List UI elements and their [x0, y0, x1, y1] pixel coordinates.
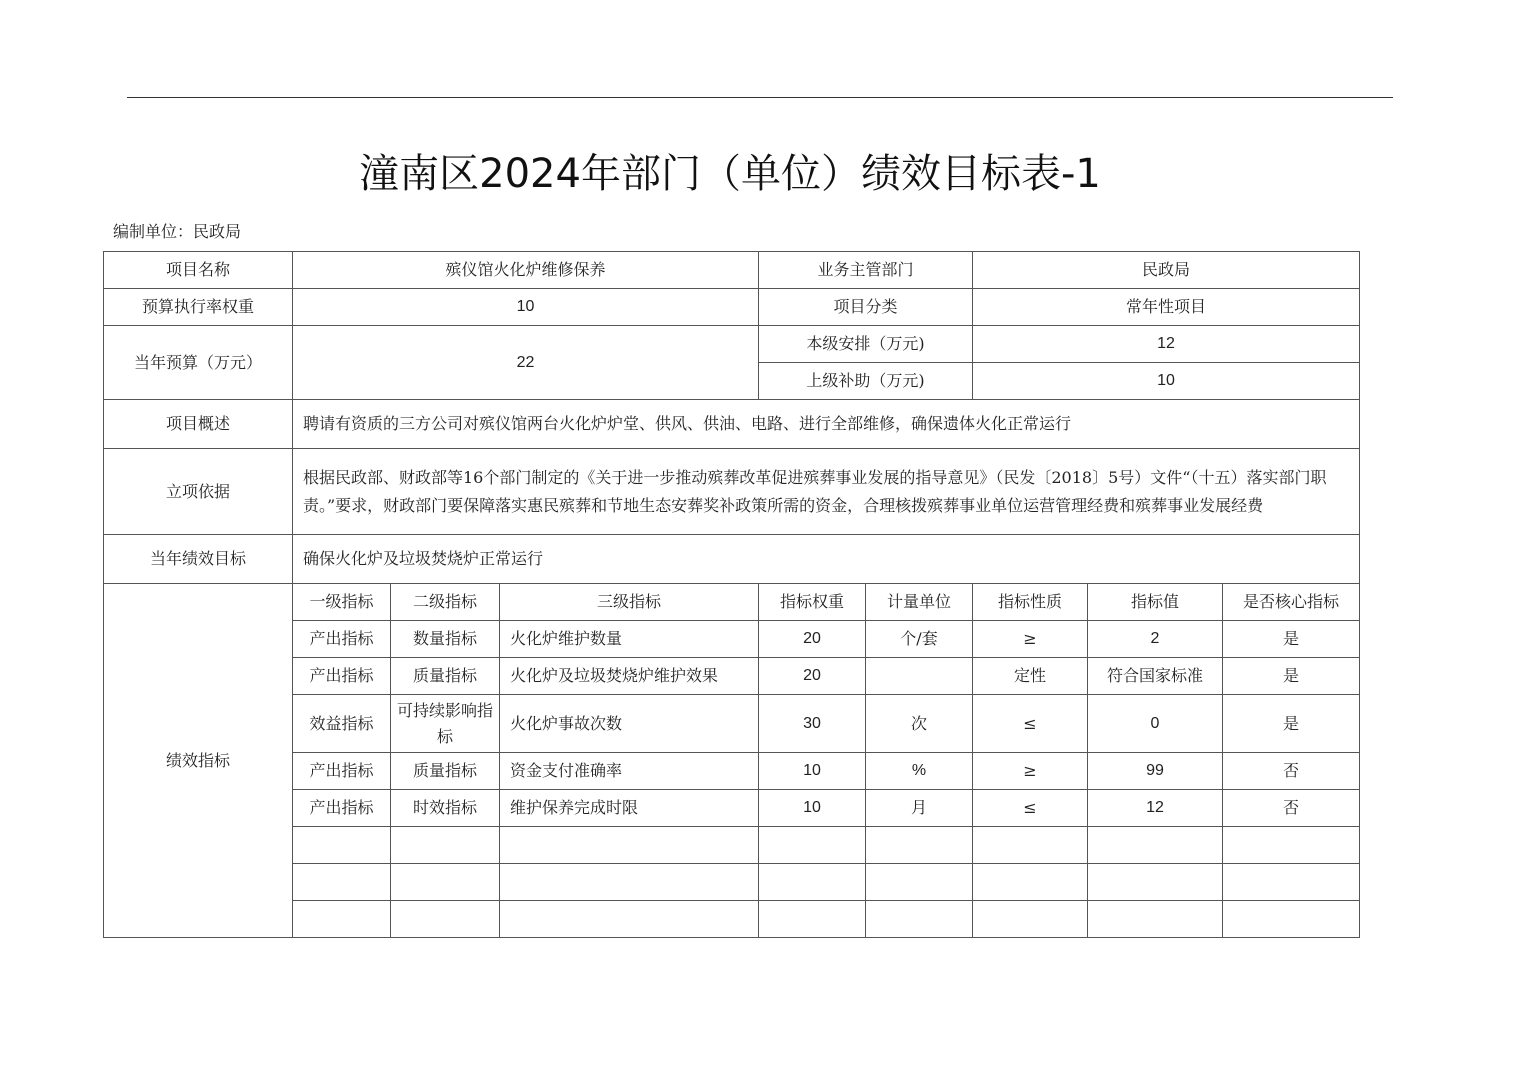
project-name-label: 项目名称 [104, 252, 293, 289]
indicator-row [104, 658, 1360, 695]
goal-label: 当年绩效目标 [104, 535, 293, 584]
indicator-core: 是 [1223, 621, 1360, 658]
row-basis [104, 449, 1360, 535]
indicator-level3: 火化炉维护数量 [500, 621, 759, 658]
empty-cell [391, 827, 500, 864]
empty-cell [391, 864, 500, 901]
indicator-level1: 效益指标 [293, 695, 391, 753]
indicator-level3: 火化炉事故次数 [500, 695, 759, 753]
org-value: 民政局 [193, 222, 242, 241]
indicator-row-empty [104, 827, 1360, 864]
org-line [113, 220, 241, 244]
row-overview [104, 400, 1360, 449]
indicator-value: 0 [1088, 695, 1223, 753]
indicator-row-empty [104, 901, 1360, 938]
basis-text: 根据民政部、财政部等16个部门制定的《关于进一步推动殡葬改革促进殡葬事业发展的指导意见》（民发〔2018〕5号）文件“（十五）落实部门职责。”要求，财政部门要保障落实惠民殡葬和节地生态安葬奖补政策所需的资金，合理核拨殡葬事业单位运营管理经费和殡葬事业发展经费 [293, 449, 1360, 535]
indicator-level3: 资金支付准确率 [500, 753, 759, 790]
indicator-value: 2 [1088, 621, 1223, 658]
indicator-unit: 次 [866, 695, 973, 753]
indicator-weight: 30 [759, 695, 866, 753]
indicator-nature: 定性 [973, 658, 1088, 695]
header-weight: 指标权重 [759, 584, 866, 621]
indicator-core: 否 [1223, 753, 1360, 790]
category-value: 常年性项目 [973, 289, 1360, 326]
indicator-value: 符合国家标准 [1088, 658, 1223, 695]
empty-cell [1088, 901, 1223, 938]
indicator-level2: 质量指标 [391, 753, 500, 790]
indicator-value: 12 [1088, 790, 1223, 827]
local-funding-label: 本级安排（万元) [759, 326, 973, 363]
empty-cell [293, 827, 391, 864]
indicator-level2: 可持续影响指标 [391, 695, 500, 753]
basis-label: 立项依据 [104, 449, 293, 535]
row-annual-budget [104, 326, 1360, 363]
empty-cell [391, 901, 500, 938]
indicator-nature: ≥ [973, 621, 1088, 658]
goal-text: 确保火化炉及垃圾焚烧炉正常运行 [293, 535, 1360, 584]
empty-cell [973, 901, 1088, 938]
indicator-weight: 10 [759, 753, 866, 790]
indicator-core: 否 [1223, 790, 1360, 827]
indicator-row [104, 753, 1360, 790]
empty-cell [759, 827, 866, 864]
indicator-nature: ≤ [973, 790, 1088, 827]
overview-label: 项目概述 [104, 400, 293, 449]
empty-cell [1088, 827, 1223, 864]
empty-cell [1088, 864, 1223, 901]
indicator-level2: 时效指标 [391, 790, 500, 827]
row-budget-weight [104, 289, 1360, 326]
empty-cell [973, 864, 1088, 901]
indicator-core: 是 [1223, 658, 1360, 695]
annual-budget-value: 22 [293, 326, 759, 400]
empty-cell [1223, 901, 1360, 938]
empty-cell [293, 901, 391, 938]
upper-funding-label: 上级补助（万元) [759, 363, 973, 400]
indicator-weight: 10 [759, 790, 866, 827]
performance-table [103, 251, 1360, 938]
header-level3: 三级指标 [500, 584, 759, 621]
org-label: 编制单位： [113, 222, 194, 241]
row-goal [104, 535, 1360, 584]
upper-funding-value: 10 [973, 363, 1360, 400]
empty-cell [866, 864, 973, 901]
header-level2: 二级指标 [391, 584, 500, 621]
header-unit: 计量单位 [866, 584, 973, 621]
indicator-unit: 月 [866, 790, 973, 827]
indicator-nature: ≤ [973, 695, 1088, 753]
empty-cell [1223, 827, 1360, 864]
row-project-name [104, 252, 1360, 289]
project-name-value: 殡仪馆火化炉维修保养 [293, 252, 759, 289]
budget-weight-label: 预算执行率权重 [104, 289, 293, 326]
indicator-level3: 火化炉及垃圾焚烧炉维护效果 [500, 658, 759, 695]
indicator-level1: 产出指标 [293, 658, 391, 695]
header-nature: 指标性质 [973, 584, 1088, 621]
empty-cell [759, 901, 866, 938]
dept-label: 业务主管部门 [759, 252, 973, 289]
indicator-unit [866, 658, 973, 695]
document-title: 潼南区2024年部门（单位）绩效目标表-1 [359, 151, 1101, 197]
indicator-weight: 20 [759, 621, 866, 658]
indicator-row [104, 790, 1360, 827]
indicator-weight: 20 [759, 658, 866, 695]
header-rule [127, 97, 1393, 98]
indicator-level2: 质量指标 [391, 658, 500, 695]
budget-weight-value: 10 [293, 289, 759, 326]
empty-cell [759, 864, 866, 901]
indicator-row [104, 695, 1360, 753]
header-level1: 一级指标 [293, 584, 391, 621]
header-value: 指标值 [1088, 584, 1223, 621]
indicator-core: 是 [1223, 695, 1360, 753]
category-label: 项目分类 [759, 289, 973, 326]
empty-cell [293, 864, 391, 901]
indicator-unit: % [866, 753, 973, 790]
indicator-unit: 个/套 [866, 621, 973, 658]
empty-cell [500, 864, 759, 901]
empty-cell [1223, 864, 1360, 901]
header-core: 是否核心指标 [1223, 584, 1360, 621]
annual-budget-label: 当年预算（万元） [104, 326, 293, 400]
indicator-level2: 数量指标 [391, 621, 500, 658]
empty-cell [500, 827, 759, 864]
local-funding-value: 12 [973, 326, 1360, 363]
indicator-row-empty [104, 864, 1360, 901]
empty-cell [973, 827, 1088, 864]
indicator-level3: 维护保养完成时限 [500, 790, 759, 827]
indicator-level1: 产出指标 [293, 790, 391, 827]
indicator-level1: 产出指标 [293, 753, 391, 790]
indicator-level1: 产出指标 [293, 621, 391, 658]
dept-value: 民政局 [973, 252, 1360, 289]
empty-cell [866, 827, 973, 864]
indicator-value: 99 [1088, 753, 1223, 790]
indicator-nature: ≥ [973, 753, 1088, 790]
indicator-row [104, 621, 1360, 658]
empty-cell [500, 901, 759, 938]
overview-text: 聘请有资质的三方公司对殡仪馆两台火化炉炉堂、供风、供油、电路、进行全部维修，确保遗体火化正常运行 [293, 400, 1360, 449]
empty-cell [866, 901, 973, 938]
indicator-header-row [104, 584, 1360, 621]
indicators-label: 绩效指标 [104, 584, 293, 938]
